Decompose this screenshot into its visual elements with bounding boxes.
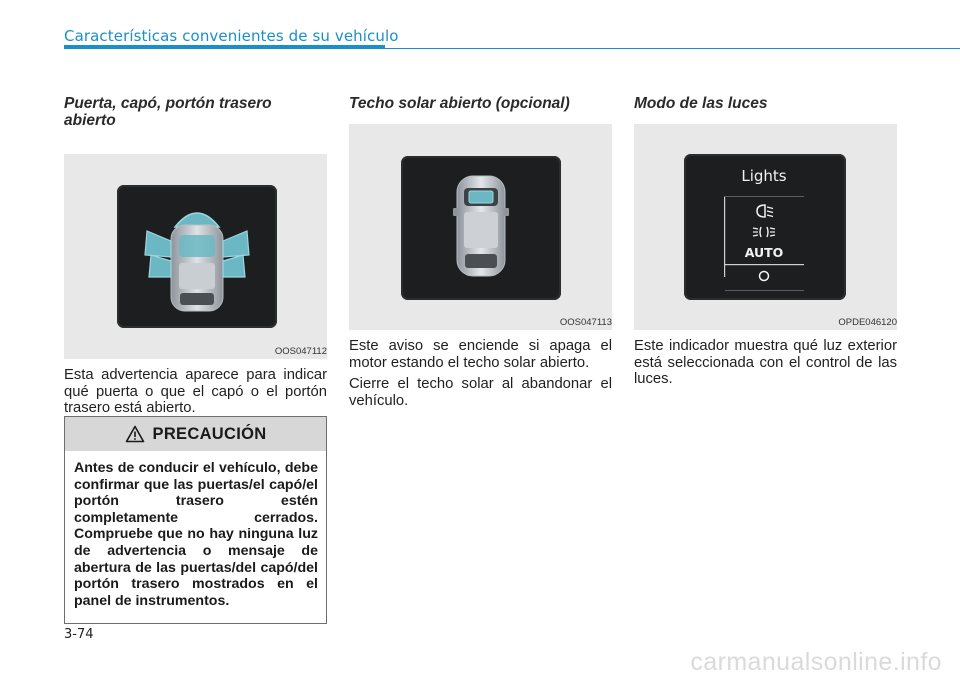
car-sunroof-open-icon: [401, 156, 561, 300]
figure-sunroof-open: [349, 124, 612, 330]
figure-code: OOS047113: [559, 317, 612, 328]
cluster-screen: [117, 185, 277, 328]
section-sunroof-open: [349, 95, 612, 409]
section-header-title: Características convenientes de su vehículo: [64, 27, 399, 45]
caution-box: [64, 416, 327, 624]
caution-body: Antes de conducir el vehículo, debe confirmar que las puertas/el capó/el portón trasero estén completamente cerrados. Compruebe que no hay ninguna luz de advertencia o mensaje de abertura de las puertas/del capó/del portón trasero mostrados en el panel de instrumentos.: [74, 460, 318, 609]
body-paragraph: Este indicador muestra qué luz exterior está seleccionada con el control de las luces.: [634, 338, 897, 387]
headlamp-icon: [757, 205, 773, 217]
section-body: [64, 367, 327, 417]
lights-off-icon: [760, 272, 769, 281]
warning-triangle-icon: [125, 425, 145, 443]
body-paragraph: Esta advertencia aparece para indicar qué puerta o que el capó o el portón trasero está abierto.: [64, 367, 327, 416]
watermark: carmanualsonline.info: [690, 648, 942, 676]
section-body: [349, 338, 612, 409]
figure-code: OPDE046120: [838, 317, 897, 328]
caution-header: [65, 417, 326, 451]
section-body: [634, 338, 897, 388]
car-doors-open-icon: [117, 185, 277, 328]
section-title: Modo de las luces: [634, 95, 768, 112]
caution-title: PRECAUCIÓN: [152, 424, 267, 443]
header-rule: [385, 48, 960, 49]
section-lights-mode: [634, 95, 897, 388]
body-paragraph: Cierre el techo solar al abandonar el vehículo.: [349, 376, 612, 409]
lights-screen: [684, 154, 846, 300]
body-paragraph: Este aviso se enciende si apaga el motor estando el techo solar abierto.: [349, 338, 612, 371]
figure-code: OOS047112: [274, 346, 327, 357]
lights-mode-display: [684, 154, 846, 300]
section-title: Puerta, capó, portón trasero abierto: [64, 95, 272, 129]
lights-screen-title: Lights: [741, 167, 787, 185]
figure-doors-open: [64, 154, 327, 359]
page-number: 3-74: [64, 627, 94, 642]
section-title: Techo solar abierto (opcional): [349, 95, 570, 112]
cluster-screen: [401, 156, 561, 300]
header-accent-bar: [64, 45, 385, 49]
section-doors-open: [64, 95, 327, 417]
figure-lights-mode: [634, 124, 897, 330]
lights-auto-label: AUTO: [744, 245, 784, 260]
parking-lamp-icon: [753, 227, 775, 237]
